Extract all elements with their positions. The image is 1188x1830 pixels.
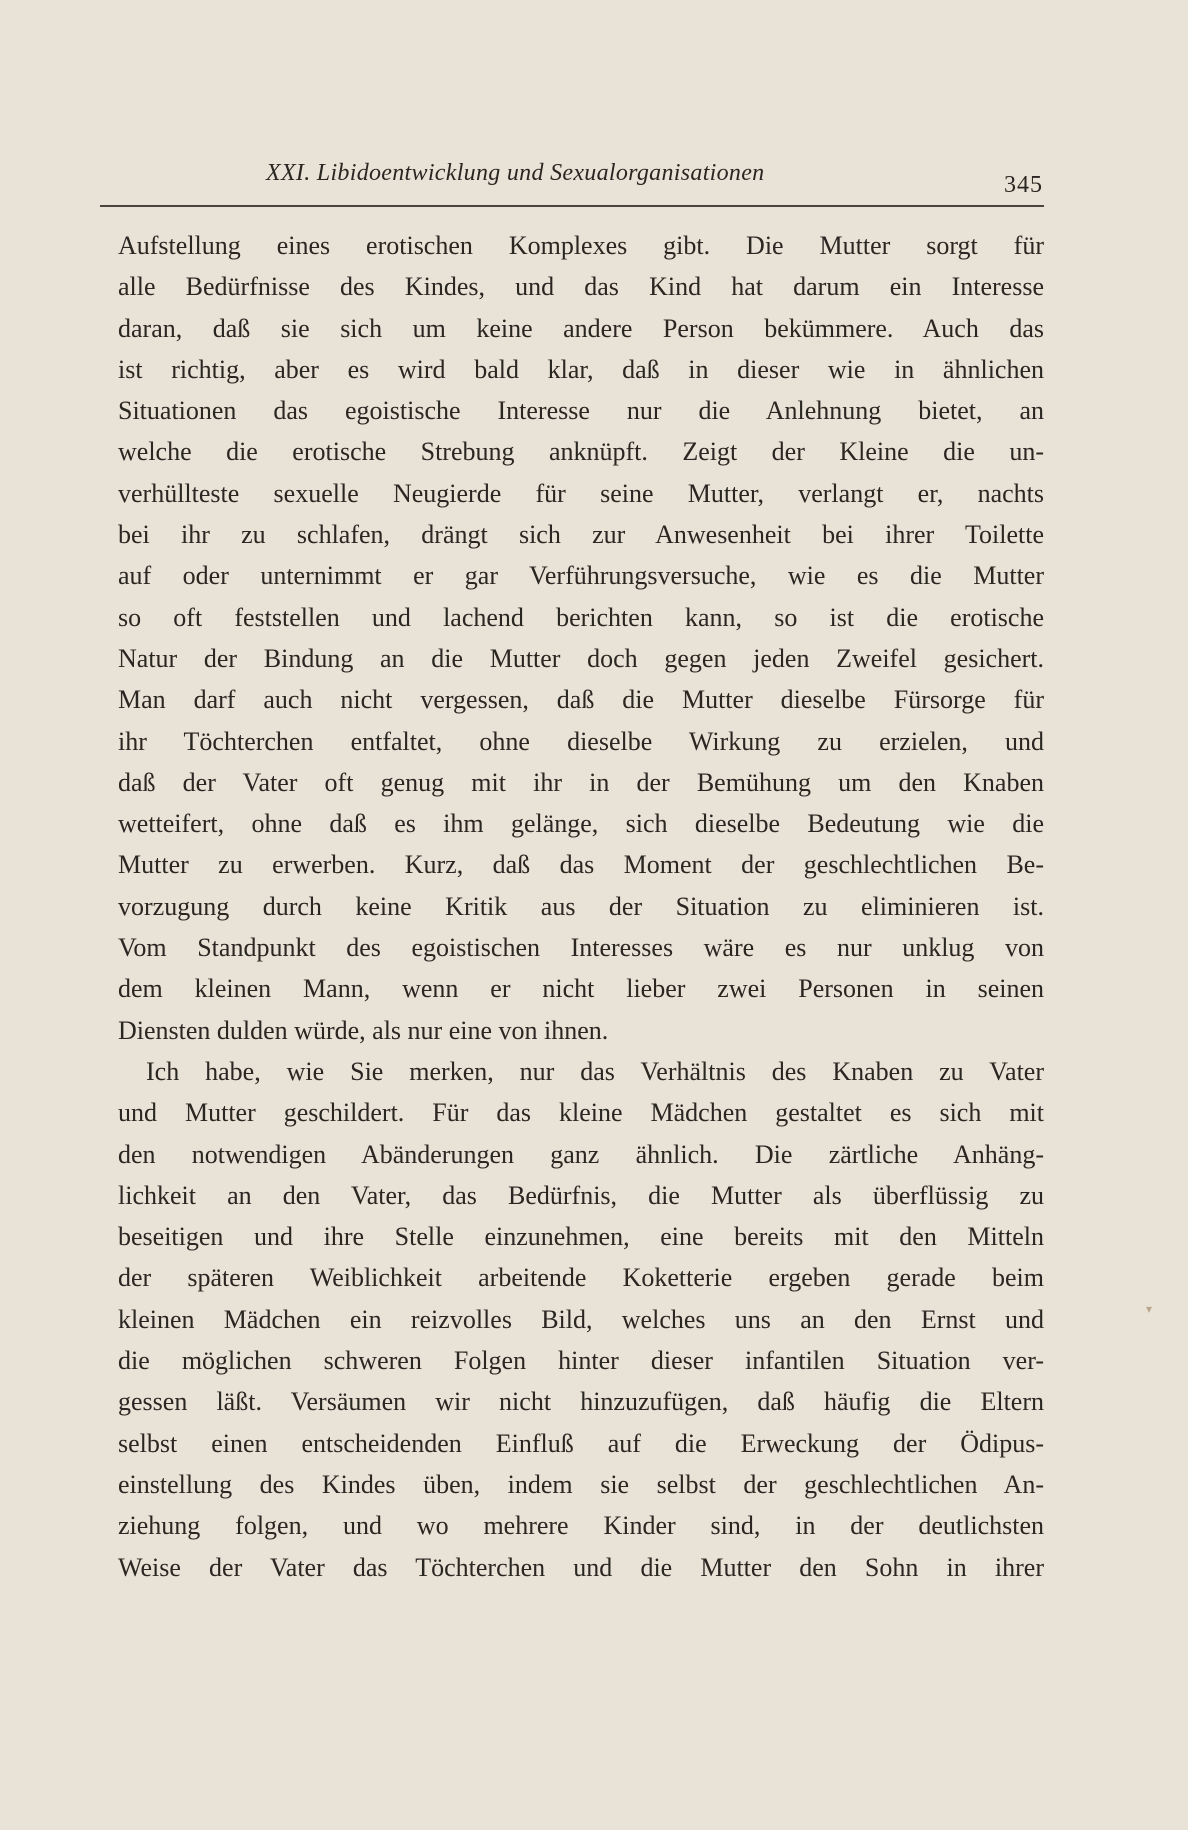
text-line: welche die erotische Strebung anknüpft. Zeigt der Kleine die un-	[118, 437, 1044, 467]
text-line: einstellung des Kindes üben, indem sie selbst der geschlechtlichen An-	[118, 1469, 1044, 1499]
text-line: verhüllteste sexuelle Neugierde für seine Mutter, verlangt er, nachts	[118, 478, 1044, 508]
paragraph-2	[118, 1051, 1044, 1588]
text-line: selbst einen entscheidenden Einfluß auf die Erweckung der Ödipus-	[118, 1428, 1044, 1458]
text-line: und Mutter geschildert. Für das kleine Mädchen gestaltet es sich mit	[118, 1098, 1044, 1128]
body-text	[118, 225, 1044, 1588]
text-line: daß der Vater oft genug mit ihr in der Bemühung um den Knaben	[118, 767, 1044, 797]
page-number: 345	[1004, 172, 1043, 198]
running-title: XXI. Libidoentwicklung und Sexualorganisationen	[266, 160, 765, 186]
text-line: dem kleinen Mann, wenn er nicht lieber zwei Personen in seinen	[118, 974, 1044, 1004]
text-line: Ich habe, wie Sie merken, nur das Verhältnis des Knaben zu Vater	[146, 1056, 1044, 1086]
paragraph-1	[118, 225, 1044, 1051]
text-line: die möglichen schweren Folgen hinter dieser infantilen Situation ver-	[118, 1346, 1044, 1376]
text-line: ist richtig, aber es wird bald klar, daß in dieser wie in ähnlichen	[118, 354, 1044, 384]
text-line: ihr Töchterchen entfaltet, ohne dieselbe Wirkung zu erzielen, und	[118, 726, 1044, 756]
text-line: Aufstellung eines erotischen Komplexes gibt. Die Mutter sorgt für	[118, 231, 1044, 260]
text-line: kleinen Mädchen ein reizvolles Bild, welches uns an den Ernst und	[118, 1304, 1044, 1334]
text-line: Weise der Vater das Töchterchen und die Mutter den Sohn in ihrer	[118, 1552, 1044, 1582]
text-line: alle Bedürfnisse des Kindes, und das Kind hat darum ein Interesse	[118, 272, 1044, 302]
text-line: vorzugung durch keine Kritik aus der Situation zu eliminieren ist.	[118, 891, 1044, 921]
text-line: bei ihr zu schlafen, drängt sich zur Anwesenheit bei ihrer Toilette	[118, 520, 1044, 550]
paper-speck: ▾	[1146, 1302, 1153, 1316]
text-line: Situationen das egoistische Interesse nur die Anlehnung bietet, an	[118, 396, 1044, 426]
text-line: auf oder unternimmt er gar Verführungsversuche, wie es die Mutter	[118, 561, 1044, 591]
text-line: Vom Standpunkt des egoistischen Interesses wäre es nur unklug von	[118, 933, 1044, 963]
text-line: den notwendigen Abänderungen ganz ähnlich. Die zärtliche Anhäng-	[118, 1139, 1044, 1169]
text-line: Diensten dulden würde, als nur eine von ihnen.	[118, 1015, 609, 1045]
text-line: Mutter zu erwerben. Kurz, daß das Moment der geschlechtlichen Be-	[118, 850, 1044, 880]
text-line: ziehung folgen, und wo mehrere Kinder sind, in der deutlichsten	[118, 1511, 1044, 1541]
text-line: lichkeit an den Vater, das Bedürfnis, die Mutter als überflüssig zu	[118, 1180, 1044, 1210]
text-line: so oft feststellen und lachend berichten kann, so ist die erotische	[118, 602, 1044, 632]
text-line: Natur der Bindung an die Mutter doch gegen jeden Zweifel gesichert.	[118, 643, 1044, 673]
text-line: der späteren Weiblichkeit arbeitende Koketterie ergeben gerade beim	[118, 1263, 1044, 1293]
text-line: gessen läßt. Versäumen wir nicht hinzuzufügen, daß häufig die Eltern	[118, 1387, 1044, 1417]
running-head	[118, 160, 1043, 200]
text-line: wetteifert, ohne daß es ihm gelänge, sich dieselbe Bedeutung wie die	[118, 809, 1044, 839]
text-line: beseitigen und ihre Stelle einzunehmen, eine bereits mit den Mitteln	[118, 1222, 1044, 1252]
text-line: Man darf auch nicht vergessen, daß die Mutter dieselbe Fürsorge für	[118, 685, 1044, 715]
header-rule	[100, 205, 1044, 207]
text-line: daran, daß sie sich um keine andere Person bekümmere. Auch das	[118, 313, 1044, 343]
